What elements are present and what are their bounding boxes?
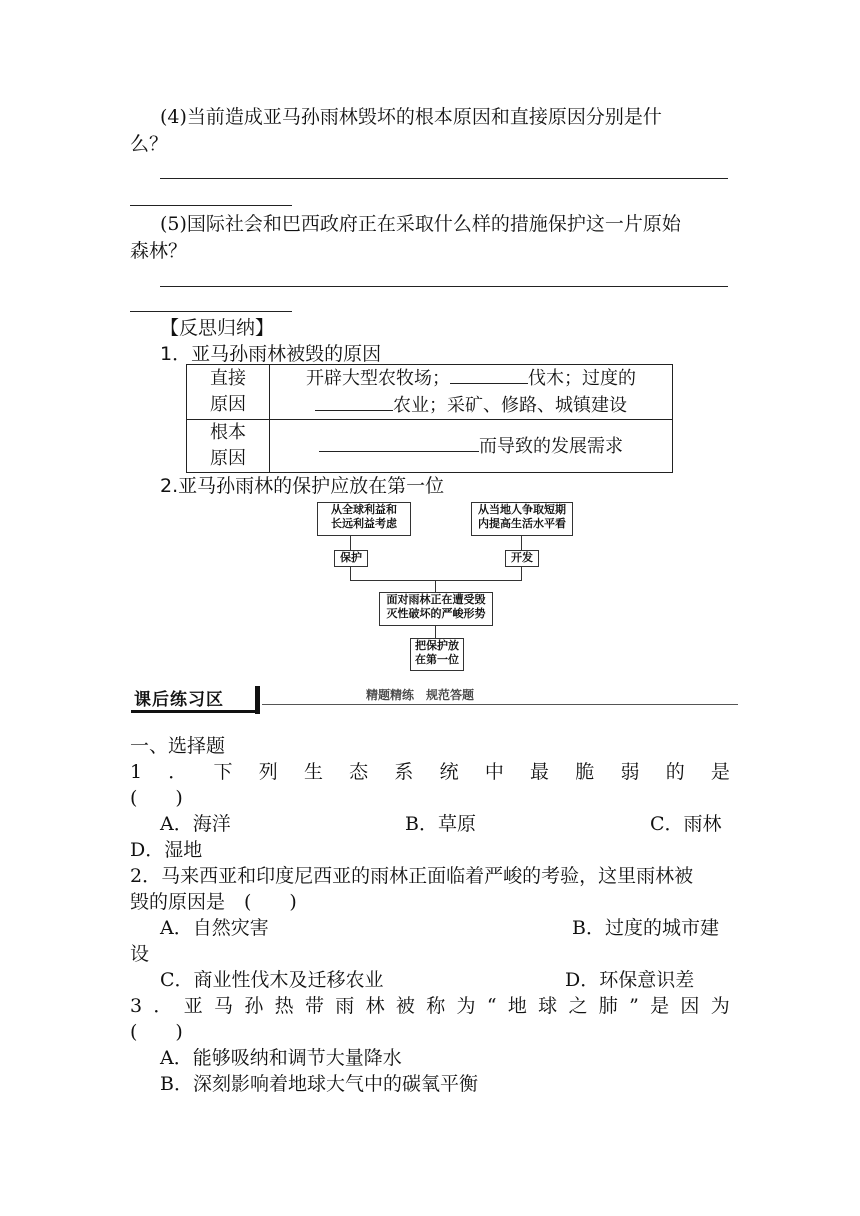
table-head-direct <box>187 365 270 420</box>
q2-option-b-wrap: 设 <box>130 943 150 965</box>
flow-connector <box>521 536 522 550</box>
flow-box-situation: 面对雨林正在遭受毁 灭性破坏的严峻形势 <box>379 592 493 626</box>
q3-paren[interactable]: ( ) <box>130 1021 183 1043</box>
q1-stem: 1 ． 下 列 生 态 系 统 中 最 脆 弱 的 是 <box>130 761 730 783</box>
q5-line1: (5)国际社会和巴西政府正在采取什么样的措施保护这一片原始 <box>160 213 681 235</box>
q3-option-b[interactable]: B．深刻影响着地球大气中的碳氧平衡 <box>160 1073 478 1095</box>
flow-box-local-living: 从当地人争取短期 内提高生活水平看 <box>471 502 573 536</box>
banner-subtitle: 精题精练 规范答题 <box>366 688 475 702</box>
root-text-post: 而导致的发展需求 <box>479 435 623 457</box>
q1-paren[interactable]: ( ) <box>130 787 183 809</box>
table-head-direct-a: 直接 <box>210 368 246 389</box>
q1-option-c[interactable]: C．雨林 <box>650 813 722 835</box>
table-head-root <box>187 420 270 473</box>
flow-connector <box>350 580 522 581</box>
q4-line2: 么？ <box>130 133 169 155</box>
q2-option-b[interactable]: B．过度的城市建 <box>572 917 719 939</box>
flow-connector <box>350 536 351 550</box>
table-row <box>187 365 673 420</box>
banner-underline <box>131 710 255 713</box>
direct-text-a-post: 伐木；过度的 <box>528 368 636 389</box>
reflect-item-2: 2.亚马孙雨林的保护应放在第一位 <box>160 475 445 497</box>
banner-label: 课后练习区 <box>134 690 224 710</box>
flow-box-develop: 开发 <box>505 550 539 567</box>
flow-box-protect: 保护 <box>334 550 368 567</box>
table-head-direct-b: 原因 <box>210 394 246 415</box>
reasons-table <box>186 364 673 473</box>
table-row <box>187 420 673 473</box>
blank-direct-2[interactable] <box>315 392 393 411</box>
banner-bar <box>255 686 260 714</box>
table-cell-direct <box>270 365 673 420</box>
flow-connector <box>435 580 436 592</box>
q2-option-a[interactable]: A．自然灾害 <box>160 917 269 939</box>
flow-connector <box>350 567 351 581</box>
q4-line1: (4)当前造成亚马孙雨林毁坏的根本原因和直接原因分别是什 <box>160 106 662 128</box>
q1-option-b[interactable]: B．草原 <box>405 813 476 835</box>
q3-option-a[interactable]: A．能够吸纳和调节大量降水 <box>160 1047 402 1069</box>
q2-option-c[interactable]: C．商业性伐木及迁移农业 <box>160 969 384 991</box>
table-head-root-a: 根本 <box>210 422 246 443</box>
table-head-root-b: 原因 <box>210 448 246 469</box>
q4-answer-blank-2[interactable] <box>130 205 292 206</box>
q5-line2: 森林？ <box>130 240 188 262</box>
direct-text-b-post: 农业；采矿、修路、城镇建设 <box>393 395 627 416</box>
flow-box-global-interest: 从全球利益和 长远利益考虑 <box>317 502 411 536</box>
q3-stem: 3 ． 亚 马 孙 热 带 雨 林 被 称 为 “ 地 球 之 肺 ” 是 因 为 <box>130 995 730 1017</box>
q2-stem-line2[interactable]: 毁的原因是 ( ) <box>130 891 297 913</box>
q5-answer-blank-2[interactable] <box>130 311 292 312</box>
direct-text-a-pre: 开辟大型农牧场； <box>306 368 450 389</box>
reflect-title: 【反思归纳】 <box>160 317 275 339</box>
section-title: 一、选择题 <box>130 735 226 757</box>
blank-direct-1[interactable] <box>450 365 528 384</box>
flow-connector <box>521 567 522 581</box>
q2-option-d[interactable]: D．环保意识差 <box>565 969 695 991</box>
q1-option-d[interactable]: D．湿地 <box>130 839 203 861</box>
q1-option-a[interactable]: A．海洋 <box>160 813 231 835</box>
flow-connector <box>435 626 436 638</box>
q5-answer-blank-1[interactable] <box>160 286 728 287</box>
flow-box-priority: 把保护放 在第一位 <box>410 638 464 671</box>
blank-root[interactable] <box>319 433 479 452</box>
q2-stem-line1: 2．马来西亚和印度尼西亚的雨林正面临着严峻的考验，这里雨林被 <box>130 865 694 887</box>
table-cell-root <box>270 420 673 473</box>
reflect-item-1: 1．亚马孙雨林被毁的原因 <box>160 343 382 365</box>
banner-rule <box>262 704 738 705</box>
q4-answer-blank-1[interactable] <box>160 178 728 179</box>
